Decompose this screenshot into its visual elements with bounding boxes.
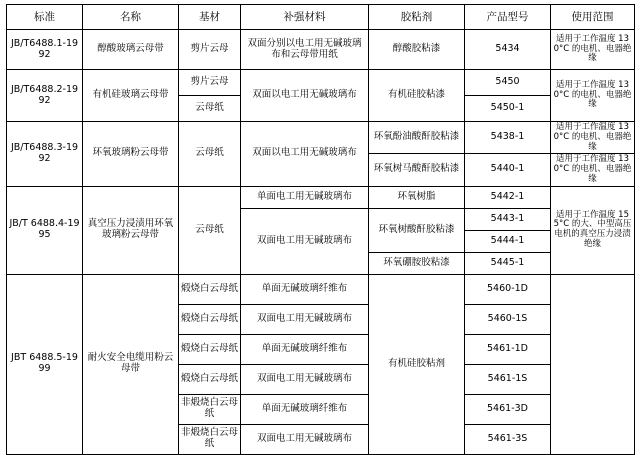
cell-adhesive: 有机硅胶粘漆 <box>369 70 465 122</box>
cell-standard: JB/T 6488.4-1995 <box>7 186 83 274</box>
cell-scope <box>551 274 635 454</box>
cell-name: 醇酸玻璃云母带 <box>83 30 179 70</box>
cell-scope: 适用于工作温度 130°C 的电机、电器绝缘 <box>551 30 635 70</box>
column-header-standard: 标准 <box>7 5 83 30</box>
cell-model: 5443-1 <box>465 208 551 230</box>
table-row <box>7 70 635 96</box>
cell-reinforcement: 单面无碱玻璃纤维布 <box>241 274 369 304</box>
cell-adhesive: 环氧酚油酸酐胶粘漆 <box>369 122 465 154</box>
cell-reinforcement: 双面以电工用无碱玻璃布 <box>241 122 369 187</box>
cell-adhesive: 醇酸胶粘漆 <box>369 30 465 70</box>
cell-model: 5461-1S <box>465 364 551 394</box>
table-row <box>7 122 635 154</box>
cell-scope: 适用于工作温度 130°C 的电机、电器绝缘 <box>551 70 635 122</box>
cell-scope: 适用于工作温度 130°C 的电机、电器绝缘 <box>551 122 635 154</box>
cell-reinforcement: 双面以电工用无碱玻璃布 <box>241 70 369 122</box>
table-row <box>7 30 635 70</box>
cell-model: 5445-1 <box>465 252 551 274</box>
column-header-scope: 使用范围 <box>551 5 635 30</box>
cell-reinforcement: 单面电工用无碱玻璃布 <box>241 186 369 208</box>
table-header <box>7 5 635 30</box>
cell-base-material: 云母纸 <box>179 122 241 187</box>
cell-model: 5438-1 <box>465 122 551 154</box>
cell-model: 5461-3S <box>465 424 551 454</box>
cell-base-material: 非煅烧白云母纸 <box>179 394 241 424</box>
cell-name: 耐火安全电缆用粉云母带 <box>83 274 179 454</box>
cell-model: 5460-1S <box>465 304 551 334</box>
cell-adhesive: 环氧树马酸酐胶粘漆 <box>369 154 465 186</box>
cell-model: 5450 <box>465 70 551 96</box>
cell-standard: JB/T6488.1-1992 <box>7 30 83 70</box>
column-header-adhesive: 胶粘剂 <box>369 5 465 30</box>
cell-model: 5440-1 <box>465 154 551 186</box>
cell-base-material: 煅烧白云母纸 <box>179 304 241 334</box>
cell-model: 5434 <box>465 30 551 70</box>
cell-reinforcement: 单面无碱玻璃纤维布 <box>241 394 369 424</box>
cell-reinforcement: 双面分别以电工用无碱玻璃布和云母带用纸 <box>241 30 369 70</box>
cell-base-material: 非煅烧白云母纸 <box>179 424 241 454</box>
table-row <box>7 186 635 208</box>
cell-base-material: 煅烧白云母纸 <box>179 334 241 364</box>
cell-name: 有机硅玻璃云母带 <box>83 70 179 122</box>
cell-model: 5442-1 <box>465 186 551 208</box>
table-row <box>7 274 635 304</box>
cell-scope: 适用于工作温度 155°C 的大、中型高压电机的真空压力浸渍绝缘 <box>551 186 635 274</box>
cell-reinforcement: 双面电工用无碱玻璃布 <box>241 304 369 334</box>
cell-base-material: 剪片云母 <box>179 30 241 70</box>
cell-reinforcement: 双面电工用无碱玻璃布 <box>241 424 369 454</box>
cell-base-material: 剪片云母 <box>179 70 241 96</box>
cell-standard: JB/T6488.2-1992 <box>7 70 83 122</box>
cell-standard: JBT 6488.5-1999 <box>7 274 83 454</box>
cell-adhesive: 有机硅胶粘剂 <box>369 274 465 454</box>
cell-reinforcement: 双面电工用无碱玻璃布 <box>241 364 369 394</box>
column-header-model: 产品型号 <box>465 5 551 30</box>
header-row <box>7 5 635 30</box>
cell-adhesive: 环氧树脂 <box>369 186 465 208</box>
column-header-reinforcement: 补强材料 <box>241 5 369 30</box>
cell-base-material: 煅烧白云母纸 <box>179 274 241 304</box>
column-header-name: 名称 <box>83 5 179 30</box>
cell-base-material: 云母纸 <box>179 96 241 122</box>
cell-name: 环氧玻璃粉云母带 <box>83 122 179 187</box>
cell-base-material: 云母纸 <box>179 186 241 274</box>
cell-standard: JB/T6488.3-1992 <box>7 122 83 187</box>
cell-model: 5444-1 <box>465 230 551 252</box>
cell-model: 5461-3D <box>465 394 551 424</box>
cell-name: 真空压力浸渍用环氧玻璃粉云母带 <box>83 186 179 274</box>
cell-reinforcement: 双面电工用无碱玻璃布 <box>241 208 369 274</box>
cell-scope: 适用于工作温度 130°C 的电机、电器绝缘 <box>551 154 635 186</box>
cell-model: 5450-1 <box>465 96 551 122</box>
cell-model: 5460-1D <box>465 274 551 304</box>
cell-base-material: 煅烧白云母纸 <box>179 364 241 394</box>
specification-table <box>6 4 635 455</box>
table-body <box>7 30 635 455</box>
cell-model: 5461-1D <box>465 334 551 364</box>
cell-reinforcement: 单面无碱玻璃纤维布 <box>241 334 369 364</box>
cell-adhesive: 环氧树酸酐胶粘漆 <box>369 208 465 252</box>
cell-adhesive: 环氧硼胺胶粘漆 <box>369 252 465 274</box>
column-header-base-material: 基材 <box>179 5 241 30</box>
